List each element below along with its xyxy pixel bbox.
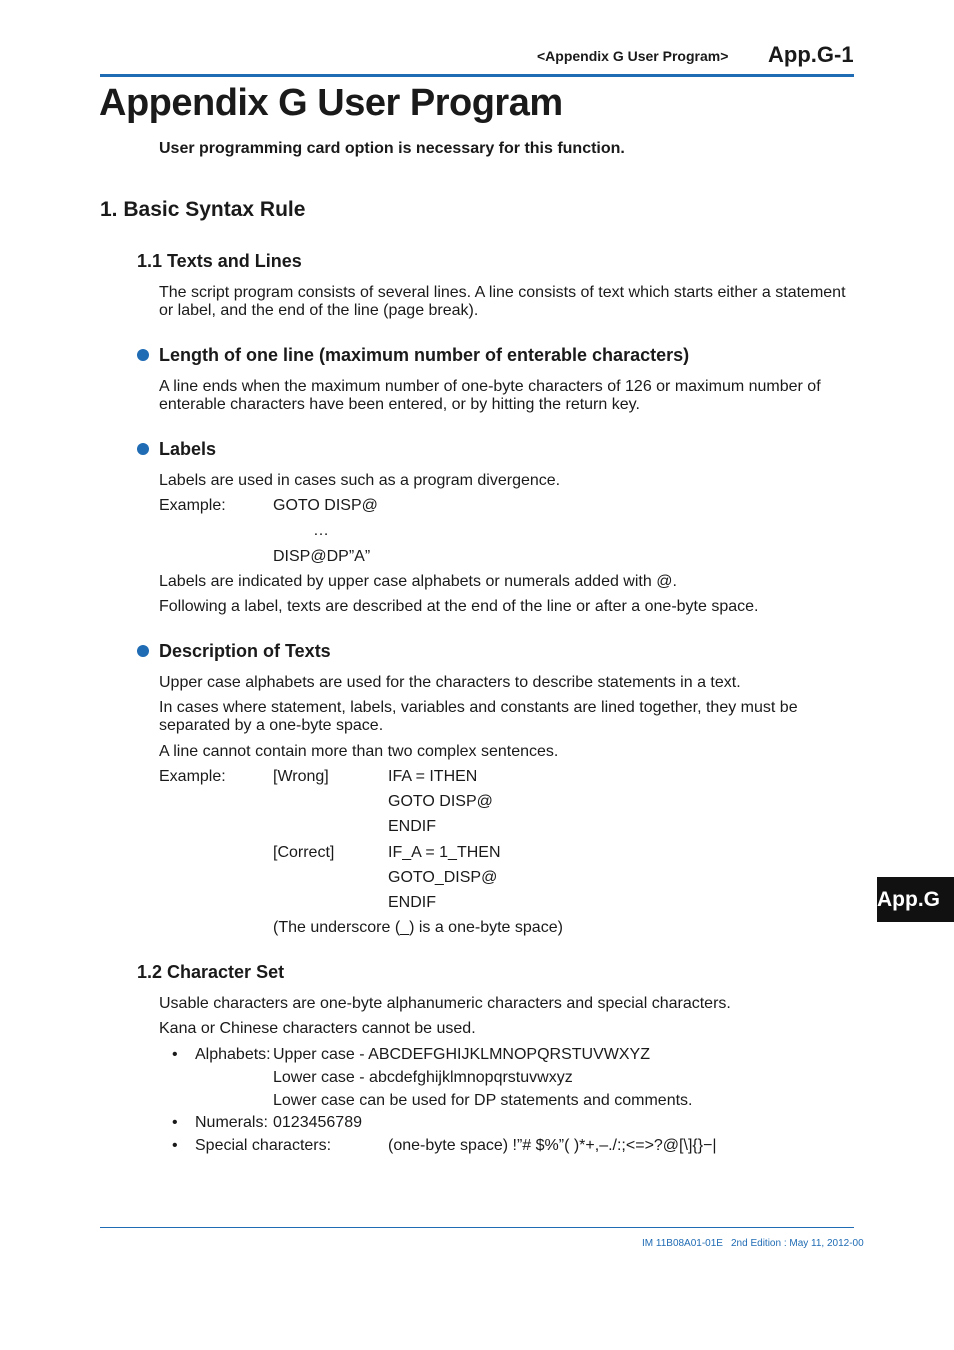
subsection-heading-character-set: 1.2 Character Set [137,962,285,982]
labels-text: Labels are indicated by upper case alphabets or numerals added with @. [159,573,677,590]
page-number: App.G-1 [768,42,854,67]
labels-example-line: DISP@DP”A” [273,548,371,565]
bullet-icon [137,645,149,657]
running-header: <Appendix G User Program> [537,48,729,64]
labels-text: Labels are used in cases such as a program divergence. [159,472,561,489]
description-text: Upper case alphabets are used for the characters to describe statements in a text. [159,674,741,691]
labels-heading: Labels [159,439,217,459]
edition: 2nd Edition : May 11, 2012-00 [731,1238,864,1249]
underscore-note: (The underscore (_) is a one-byte space) [273,919,563,936]
labels-example-label: Example: [159,497,226,514]
code-line: IF_A = 1_THEN [388,844,501,861]
code-line: ENDIF [388,818,436,835]
list-bullet: • [172,1137,178,1154]
list-bullet: • [172,1046,178,1063]
footer-rule [100,1227,854,1228]
subsection-heading-texts-lines: 1.1 Texts and Lines [137,251,302,271]
alphabets-lower: Lower case - abcdefghijklmnopqrstuvwxyz [273,1069,573,1086]
code-line: GOTO_DISP@ [388,869,498,886]
alphabets-label: Alphabets: [195,1046,271,1063]
labels-example-ellipsis: … [313,522,329,539]
page-title: Appendix G User Program [99,82,563,124]
header-rule [100,74,854,77]
description-heading: Description of Texts [159,641,331,661]
code-line: ENDIF [388,894,436,911]
section-heading: 1. Basic Syntax Rule [100,198,306,221]
labels-text: Following a label, texts are described at the end of the line or after a one-byte space. [159,598,759,615]
description-text: In cases where statement, labels, variables and constants are lined together, they must be separated by a one-byte space. [159,699,798,734]
description-text: A line cannot contain more than two complex sentences. [159,743,559,760]
bullet-icon [137,443,149,455]
correct-label: [Correct] [273,844,335,861]
length-paragraph: A line ends when the maximum number of one-byte characters of 126 or maximum number of enterable characters have been entered, or by hitting the return key. [159,378,821,413]
intro-paragraph: The script program consists of several lines. A line consists of text which starts either a statement or label, and the end of the line (page break). [159,284,846,319]
bullet-icon [137,349,149,361]
doc-id: IM 11B08A01-01E [642,1238,723,1249]
list-bullet: • [172,1114,178,1131]
labels-example-line: GOTO DISP@ [273,497,378,514]
length-heading: Length of one line (maximum number of enterable characters) [159,345,690,365]
charset-text: Kana or Chinese characters cannot be used. [159,1020,476,1037]
requirement-note: User programming card option is necessary for this function. [159,140,625,157]
appendix-tab [877,877,954,922]
numerals-label: Numerals: [195,1114,268,1131]
appendix-tab-label: App.G [877,888,940,911]
description-example-label: Example: [159,768,226,785]
special-label: Special characters: [195,1137,332,1154]
charset-text: Usable characters are one-byte alphanumeric characters and special characters. [159,995,731,1012]
special-value: (one-byte space) !”# $%”( )*+,–./:;<=>?@[\]{}−| [388,1137,717,1154]
code-line: IFA = ITHEN [388,768,478,785]
numerals-value: 0123456789 [273,1114,362,1131]
alphabets-note: Lower case can be used for DP statements and comments. [273,1092,693,1109]
code-line: GOTO DISP@ [388,793,493,810]
alphabets-upper: Upper case - ABCDEFGHIJKLMNOPQRSTUVWXYZ [273,1046,650,1063]
wrong-label: [Wrong] [273,768,329,785]
